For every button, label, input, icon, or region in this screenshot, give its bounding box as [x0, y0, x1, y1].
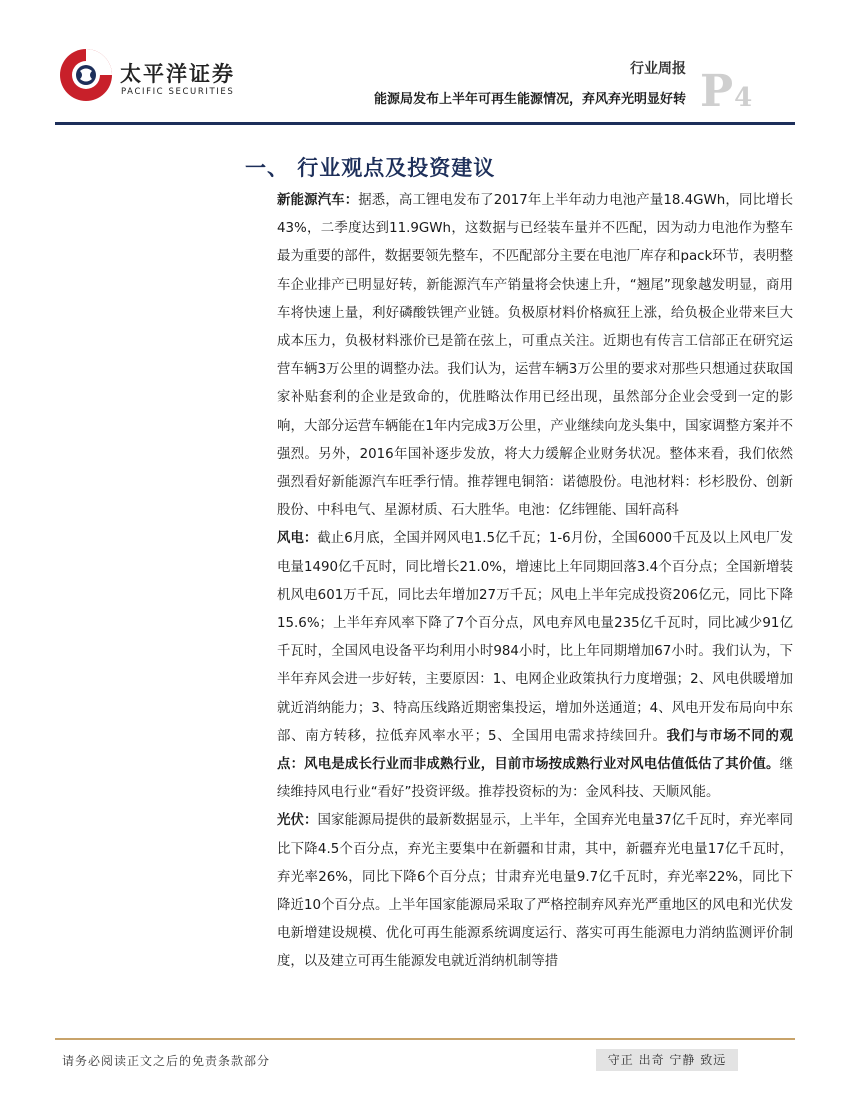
header-divider: [55, 122, 795, 125]
paragraph-text-tail: 继续维持风电行业“看好”投资评级。推荐投资标的为：金风科技、天顺风能。: [277, 757, 793, 801]
paragraph-text: 国家能源局提供的最新数据显示，上半年，全国弃光电量37亿千瓦时，弃光率同比下降4.5个百分点，弃光主要集中在新疆和甘肃，其中，新疆弃光电量17亿千瓦时，弃光率26%，同比下降6个百分点；甘肃弃光电量9.7亿千瓦时，弃光率22%，同比下降近10个百分点。上半年国家能源局采取了严格控制弃风弃光严重地区的风电和光伏发电新增建设规模、优化可再生能源系统调度运行、落实可再生能源电力消纳监测评价制度，以及建立可再生能源发电就近消纳机制等措: [277, 813, 794, 970]
logo-chinese-name: 太平洋证券: [120, 62, 235, 86]
pacific-securities-logo-icon: [58, 44, 114, 106]
report-title: 能源局发布上半年可再生能源情况，弃风弃光明显好转: [373, 92, 686, 107]
paragraph-text: 截止6月底，全国并网风电1.5亿千瓦；1-6月份，全国6000千瓦及以上风电厂发电量1490亿千瓦时，同比增长21.0%，增速比上年同期回落3.4个百分点；全国新增装机风电601万千瓦，同比去年增加27万千瓦；风电上半年完成投资206亿元，同比下降15.6%；上半年弃风率下降了7个百分点，风电弃风电量235亿千瓦时，同比减少91亿千瓦时，全国风电设备平均利用小时984小时，比上年同期增加67小时。我们认为，下半年弃风会进一步好转，主要原因：1、电网企业政策执行力度增强；2、风电供暖增加就近消纳能力；3、特高压线路近期密集投运，增加外送通道；4、风电开发布局向中东部、南方转移，拉低弃风率水平；5、全国用电需求持续回升。: [277, 531, 793, 744]
footer-motto: 守正 出奇 宁静 致远: [596, 1049, 738, 1071]
page-header: [0, 0, 850, 130]
company-logo: [58, 40, 248, 110]
body-content: [277, 187, 793, 977]
logo-english-name: PACIFIC SECURITIES: [121, 87, 235, 97]
section-heading: 一、 行业观点及投资建议: [245, 156, 496, 180]
paragraph-new-energy-vehicles: [277, 187, 793, 525]
page-number: [700, 66, 752, 117]
paragraph-wind-power: [277, 525, 793, 807]
paragraph-label: 风电：: [277, 531, 318, 547]
paragraph-label: 新能源汽车：: [277, 193, 359, 208]
footer-disclaimer: 请务必阅读正文之后的免责条款部分: [62, 1054, 271, 1068]
page-number-letter: P: [700, 66, 734, 117]
paragraph-highlight: 我们与市场不同的观点：风电是成长行业而非成熟行业，目前市场按成熟行业对风电估值低估了其价值。: [277, 728, 793, 773]
paragraph-label: 光伏：: [277, 813, 318, 829]
paragraph-photovoltaic: [277, 807, 793, 976]
paragraph-text: 据悉，高工锂电发布了2017年上半年动力电池产量18.4GWh，同比增长43%，二季度达到11.9GWh，这数据与已经装车量并不匹配，因为动力电池作为整车最为重要的部件，数据要领先整车，不匹配部分主要在电池厂库存和pack环节，表明整车企业排产已明显好转，新能源汽车产销量将会快速上升，“翘尾”现象越发明显，商用车将快速上量，利好磷酸铁锂产业链。负极原材料价格疯狂上涨，给负极企业带来巨大成本压力，负极材料涨价已是箭在弦上，可重点关注。近期也有传言工信部正在研究运营车辆3万公里的调整办法。我们认为，运营车辆3万公里的要求对那些只想通过获取国家补贴套利的企业是致命的，优胜略汰作用已经出现，虽然部分企业会受到一定的影响，大部分运营车辆能在1年内完成3万公里，产业继续向龙头集中，国家调整方案并不强烈。另外，2016年国补逐步发放，将大力缓解企业财务状况。整体来看，我们依然强烈看好新能源汽车旺季行情。推荐锂电铜箔：诺德股份。电池材料：杉杉股份、创新股份、中科电气、星源材质、石大胜华。电池：亿纬锂能、国轩高科: [277, 193, 793, 519]
report-type-label: 行业周报: [630, 61, 686, 77]
footer-divider: [55, 1038, 795, 1040]
page-number-digit: 4: [734, 83, 753, 113]
